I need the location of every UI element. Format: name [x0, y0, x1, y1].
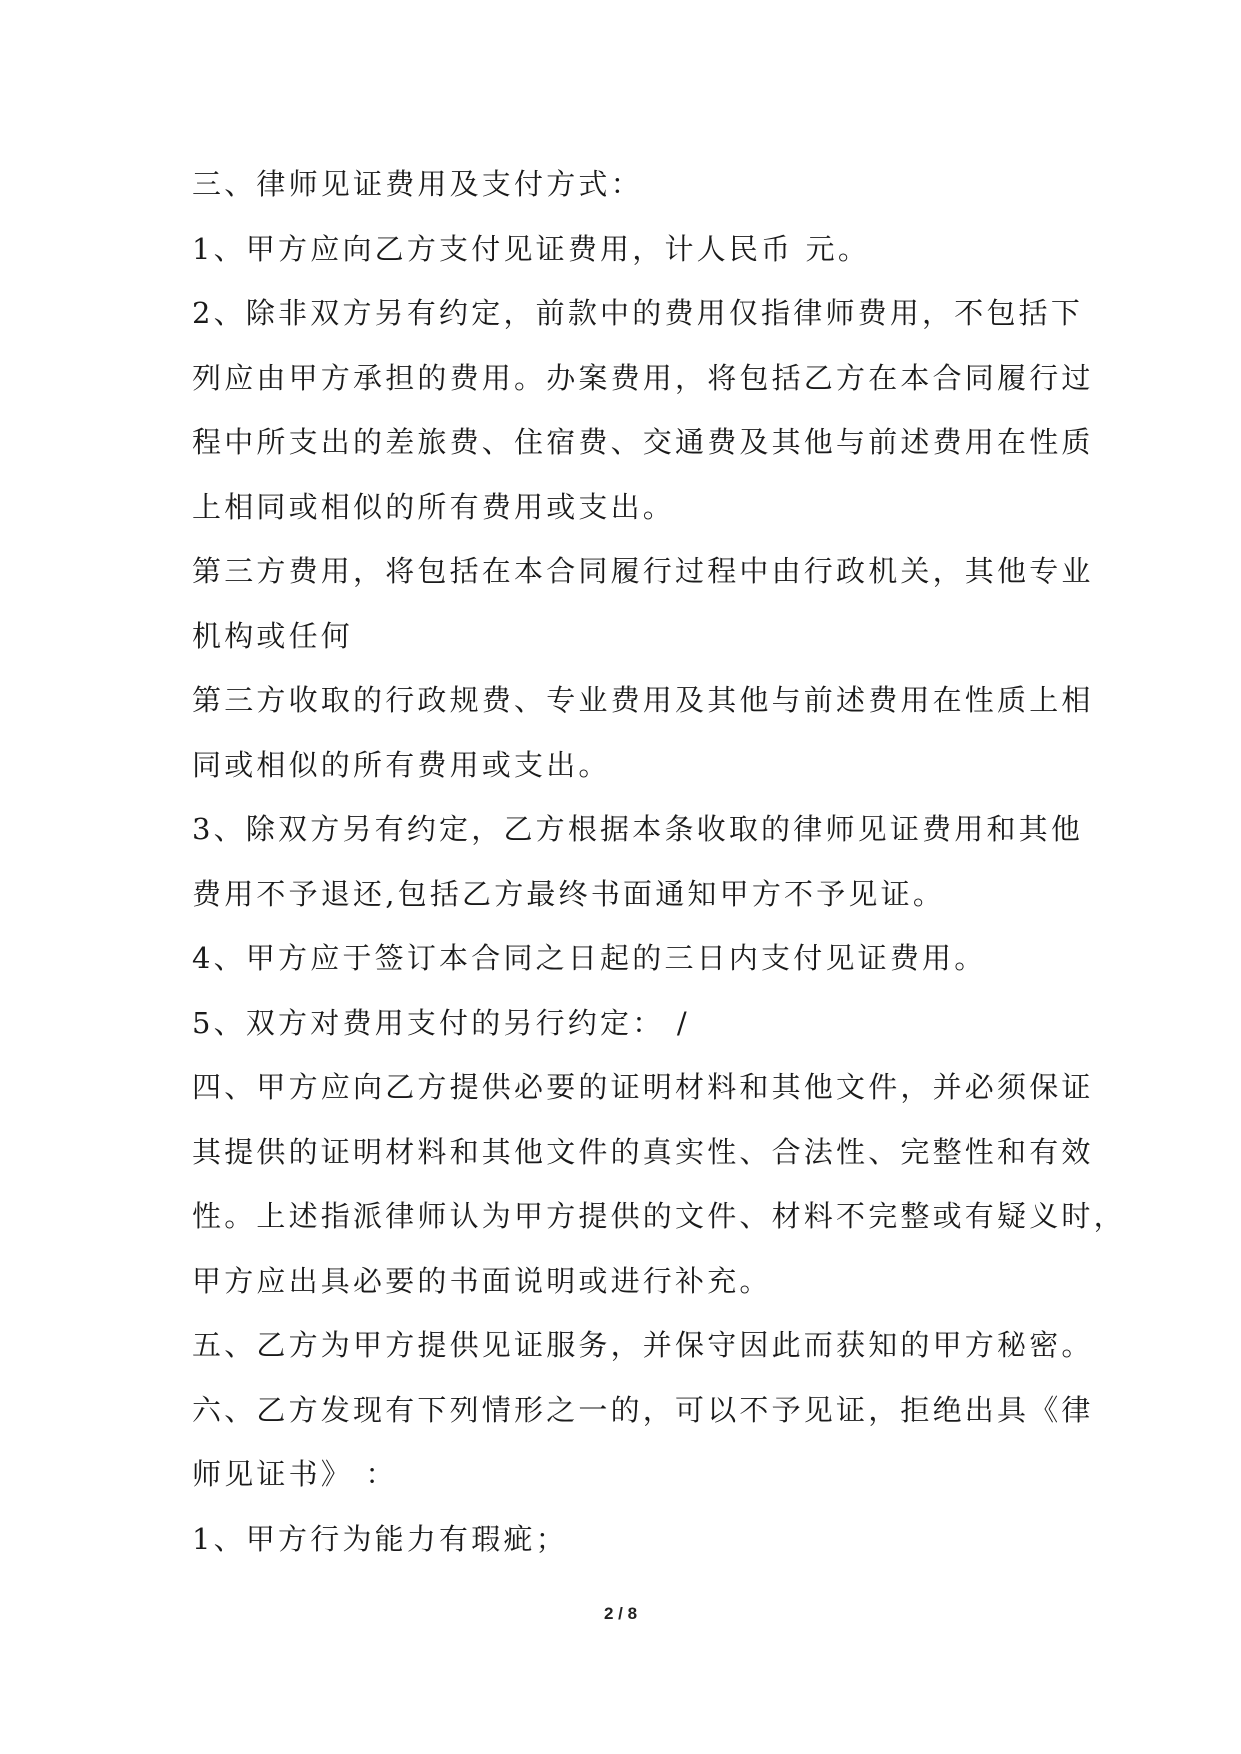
text-line: 程中所支出的差旅费、住宿费、交通费及其他与前述费用在性质: [192, 425, 1094, 459]
text-line: 第三方费用，将包括在本合同履行过程中由行政机关，其他专业: [192, 554, 1094, 588]
text-line: 五、乙方为甲方提供见证服务，并保守因此而获知的甲方秘密。: [192, 1328, 1094, 1362]
text-line: 上相同或相似的所有费用或支出。: [192, 489, 676, 524]
text-line: 其提供的证明材料和其他文件的真实性、合法性、完整性和有效: [192, 1134, 1094, 1169]
text-line: 5、双方对费用支付的另行约定： /: [192, 1005, 690, 1040]
text-line: 4、甲方应于签订本合同之日起的三日内支付见证费用。: [192, 941, 987, 975]
text-line: 2、除非双方另有约定，前款中的费用仅指律师费用，不包括下: [192, 296, 1084, 330]
page-number: 2 / 8: [603, 1604, 638, 1623]
text-line: 1、甲方行为能力有瑕疵；: [192, 1521, 568, 1556]
text-line: 1、甲方应向乙方支付见证费用，计人民币 元。: [192, 231, 871, 266]
text-line: 师见证书》 ：: [192, 1457, 398, 1491]
text-line: 性。上述指派律师认为甲方提供的文件、材料不完整或有疑义时，: [192, 1199, 1126, 1233]
text-line: 甲方应出具必要的书面说明或进行补充。: [192, 1263, 772, 1298]
document-body: [192, 152, 1126, 1571]
text-line: 三、律师见证费用及支付方式：: [192, 167, 643, 201]
text-line: 机构或任何: [192, 618, 354, 653]
text-line: 第三方收取的行政规费、专业费用及其他与前述费用在性质上相: [192, 683, 1094, 717]
text-line: 费用不予退还,包括乙方最终书面通知甲方不予见证。: [192, 876, 946, 911]
text-line: 列应由甲方承担的费用。办案费用，将包括乙方在本合同履行过: [192, 360, 1094, 395]
text-line: 3、除双方另有约定，乙方根据本条收取的律师见证费用和其他: [192, 812, 1084, 846]
text-line: 同或相似的所有费用或支出。: [192, 747, 611, 782]
text-line: 四、甲方应向乙方提供必要的证明材料和其他文件，并必须保证: [192, 1070, 1094, 1104]
text-line: 六、乙方发现有下列情形之一的，可以不予见证，拒绝出具《律: [192, 1392, 1094, 1427]
